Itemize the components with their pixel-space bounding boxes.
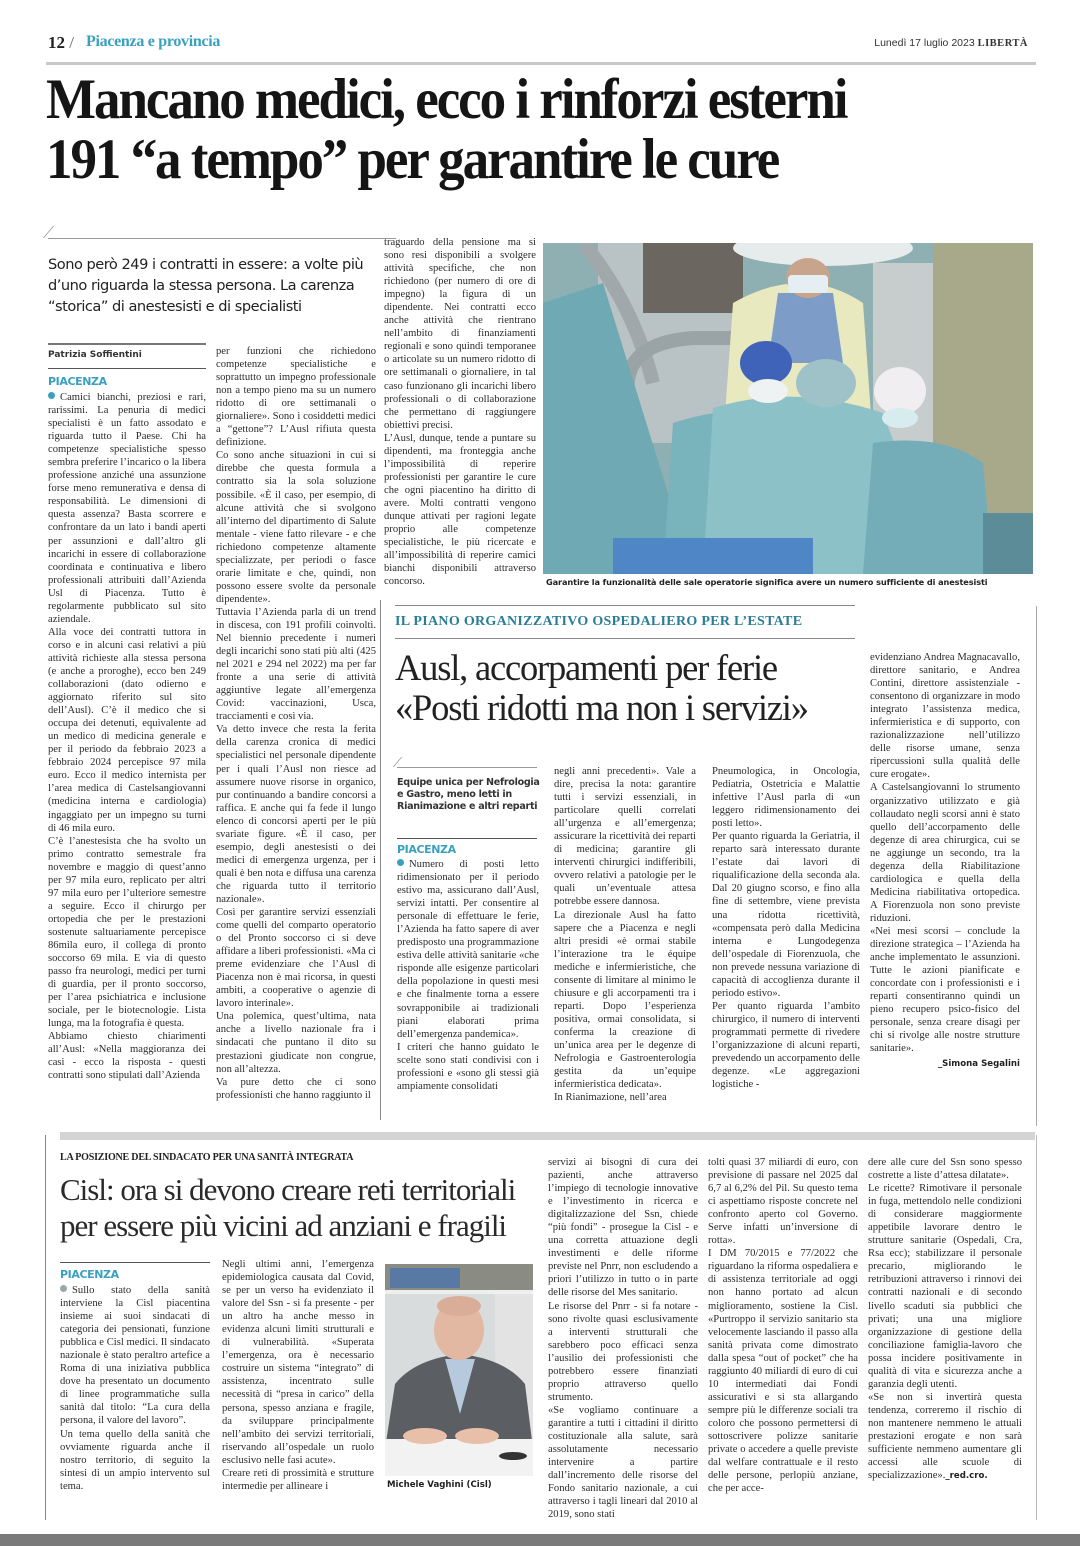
- author-byline: Patrizia Soffientini: [48, 350, 142, 360]
- column-divider: [1036, 1135, 1037, 1520]
- bullet-dot-icon: [48, 392, 55, 399]
- issue-date: Lunedì 17 luglio 2023: [874, 37, 975, 49]
- paragraph: per funzioni che richiedono competenze specialistiche e soprattutto un impegno professionale non a tempo pieno ma su un numero ridotto di ore settimanali o giornaliere». Sono i cosiddetti medici a “gettone”? L’Ausl rifiuta questa definizione.: [216, 346, 376, 449]
- headline-line-1: Mancano medici, ecco i rinforzi esterni: [46, 68, 847, 131]
- section-name: Piacenza e provincia: [86, 33, 221, 50]
- dateline-city: PIACENZA: [397, 843, 456, 856]
- headline-line-1: Ausl, accorpamenti per ferie: [395, 647, 777, 688]
- paragraph: Va pure detto che ci sono professionisti che hanno raggiunto il: [216, 1076, 376, 1101]
- paragraph: Sullo stato della sanità interviene la Cisl piacentina insieme ai suoi sindacati di categoria dei pensionati, funzione pubblica e Cisl medici. Il sindacato nazionale è stato peraltro artefice a Roma di una iniziativa pubblica dove ha presentato un documento di linee programmatiche sulla sanità dal titolo: “La cura della persona, il valore del lavoro”.: [60, 1285, 210, 1427]
- author-signature: _Simona Segalini: [937, 1059, 1020, 1070]
- masthead-logo: LIBERTÀ: [977, 38, 1028, 49]
- photo-caption: Michele Vaghini (Cisl): [387, 1480, 492, 1490]
- page-number: 12 /: [48, 33, 74, 52]
- article2-column-2: [554, 765, 696, 1104]
- article3-column-4: [708, 1156, 858, 1495]
- paragraph: negli anni precedenti». Vale a dire, precisa la nota: garantire tutti i servizi essenziali, in particolare quelli correlati all’urgenza e all’emergenza; assicurare la ricettività dei reparti di medicina; garantire gli interventi chirurgici indifferibili, ovvero relativi a patologie per le quali un’eventuale attesa potrebbe essere dannosa.: [554, 766, 696, 908]
- article3-column-2: [222, 1258, 374, 1493]
- article-box-top-bar: [60, 1132, 1035, 1140]
- article-kicker: LA POSIZIONE DEL SINDACATO PER UNA SANITÀ INTEGRATA: [60, 1152, 354, 1163]
- decorative-tick: [393, 757, 413, 767]
- article1-column-1: [48, 391, 206, 1082]
- article-kicker: IL PIANO ORGANIZZATIVO OSPEDALIERO PER L’ESTATE: [395, 614, 803, 629]
- article3-column-5: [868, 1156, 1022, 1483]
- operating-room-illustration: [543, 243, 1033, 574]
- paragraph: La direzionale Ausl ha fatto sapere che a Piacenza e negli altri presidi «è ormai stabile l’interazione tra le équipe mediche e infermieristiche, che consente di limitare al minimo le chiusure e gli accorpamenti tra i reparti. Dopo l’esperienza positiva, ormai consolidata, si conferma la creazione di un’unica area per le degenze di Nefrologia e Gastroenterologia gestita da un’equipe infermieristica dedicata».: [554, 909, 696, 1091]
- paragraph: C’è l’anestesista che ha svolto un primo contratto semestrale fra novembre e maggio di quest’anno per 97 mila euro, replicato per altri 97 mila euro per l’ulteriore semestre a seguire. Ecco il chirurgo per ortopedia che per le prestazioni sostenute saltuariamente percepisce 86mila euro, il collega di pronto soccorso 69 mila. E via di questo passo fra neurologi, medici per turni di guardia, per il pronto soccorso, per l’area psichiatrica e inclusione sociale, per le biotecnologie. Lista lunga, ma la fotografia è questa.: [48, 835, 206, 1030]
- subheading-divider: [397, 767, 537, 768]
- paragraph: Negli ultimi anni, l’emergenza epidemiologica causata dal Covid, se per un verso ha evidenziato il valore del Ssn - si fa presente - per un altro ha anche messo in evidenza alcuni limiti strutturali e di vulnerabilità. «Superata l’emergenza, ora è necessario costruire un sistema “integrato” di assistenza, incentrato sulle necessità di “presa in carico” della persona, spesso anziana e fragile, da sviluppare principalmente nell’ambito dei servizi territoriali, riservando all’ospedale un ruolo esclusivo nelle fasi acute».: [222, 1259, 374, 1466]
- paragraph: Per quanto riguarda la Geriatria, il reparto sarà interessato durante l’estate dai lavori di riqualificazione della seconda ala. Dal 20 giugno scorso, e fino alla fine di settembre, viene prevista una ridotta ricettività, «compensata però dalla Medicina interna e Lungodegenza dell’ospedale di Fiorenzuola, che non prevede nessuna variazione di capacità di accoglienza durante il periodo estivo».: [712, 831, 860, 999]
- article1-column-3: [384, 236, 536, 588]
- column-divider: [380, 600, 381, 1120]
- paragraph: Un tema quello della sanità che ovviamente riguarda anche il nostro territorio, di seguito la sintesi di un ampio intervento sul tema.: [60, 1428, 210, 1492]
- article2-column-1: [397, 858, 539, 1093]
- headline-line-2: 191 “a tempo” per garantire le cure: [46, 128, 779, 191]
- decorative-tick: [43, 226, 69, 238]
- portrait-photo: [385, 1264, 533, 1476]
- article2-column-3: [712, 765, 860, 1091]
- bullet-dot-icon: [397, 859, 404, 866]
- dateline-city: PIACENZA: [60, 1268, 119, 1281]
- paragraph: «Se non si invertirà questa tendenza, correremo il rischio di non mantenere nemmeno le attuali prestazioni erogate e non sarà sufficiente nemmeno aumentare gli accessi alle scuole di specializzazione»._red.cro.: [868, 1391, 1022, 1482]
- paragraph: servizi ai bisogni di cura dei pazienti, anche attraverso l’impiego di tecnologie innovative e l’investimento in ricerca e digitalizzazione del Ssn, chiede “più fondi” - prosegue la Cisl - e una corretta attuazione degli investimenti e delle riforme previste nel Pnrr, non escludendo a priori l’utilizzo in tutto o in parte delle risorse del Mes sanitario.: [548, 1157, 698, 1299]
- paragraph: Abbiamo chiesto chiarimenti all’Ausl: «Nella maggioranza dei casi - ecco la risposta - questi contratti sono stipulati dall’Azienda: [48, 1031, 206, 1082]
- main-headline: [46, 70, 976, 190]
- paragraph: Pneumologica, in Oncologia, Pediatria, Ostetricia e Malattie infettive l’Ausl parla di «un leggero ridimensionamento dei posti letto».: [712, 766, 860, 830]
- article1-column-2: [216, 345, 376, 1102]
- headline-line-2: per essere più vicini ad anziani e fragili: [60, 1208, 507, 1243]
- paragraph: «Nei mesi scorsi – conclude la direzione strategica – l’Azienda ha anche implementato le assunzioni. Tutte le azioni pianificate e concordate con i professionisti e i reparti consentiranno quindi un pieno recupero psico-fisico del personale, senza creare disagi per chi si rivolge alle nostre strutture sanitarie».: [870, 925, 1020, 1055]
- person-portrait-illustration: [385, 1264, 533, 1476]
- article-headline: [60, 1172, 515, 1244]
- kicker-divider: [395, 638, 855, 639]
- paragraph: Per quanto riguarda l’ambito chirurgico, il numero di interventi programmati permette di rivedere l’organizzazione di alcuni reparti, prevedendo un accorpamento delle degenze. «Le aggregazioni logistiche -: [712, 1000, 860, 1091]
- photo-caption: Garantire la funzionalità delle sale operatorie significa avere un numero sufficiente di anestesisti: [546, 577, 988, 587]
- paragraph: dere alle cure del Ssn sono spesso costrette a liste d’attesa dilatate».: [868, 1157, 1022, 1182]
- paragraph: Tuttavia l’Azienda parla di un trend in discesa, con 191 profili coinvolti. Nel biennio precedente i numeri degli incarichi sono stati più alti (425 nel 2021 e 294 nel 2022) ma per far fronte a una serie di attività aggiuntive legate all’emergenza Covid: vaccinazioni, Usca, tracciamenti e così via.: [216, 606, 376, 723]
- city-divider: [60, 1262, 210, 1263]
- author-signature: _red.cro.: [945, 1471, 988, 1482]
- paragraph: Numero di posti letto ridimensionato per il periodo estivo ma, assicurano dall’Ausl, servizi intatti. Per consentire al personale di effettuare le ferie, l’Azienda ha fatto sapere di aver predisposto una programmazione estiva delle attività sanitarie «che risponde alle esigenze particolari della popolazione in questi mesi e che finalmente torna a essere sovrapponibile ai tradizionali piani elaborati prima dell’emergenza pandemica».: [397, 859, 539, 1040]
- article-subheading: Equipe unica per Nefrologia e Gastro, meno letti in Rianimazione e altri reparti: [397, 777, 540, 813]
- paragraph: I criteri che hanno guidato le scelte sono stati condivisi con i professioni e «sono gli stessi già ampiamente consolidati: [397, 1041, 539, 1092]
- paragraph: tolti quasi 37 miliardi di euro, con previsione di passare nel 2025 dal 6,7 al 6,2% del Pil. Su questo tema ci aspettiamo risposte concrete nel confronto aperto col Governo. Serve infatti un’inversione di rotta».: [708, 1157, 858, 1247]
- column-divider: [45, 1135, 46, 1520]
- dateline-city: PIACENZA: [48, 375, 107, 388]
- paragraph: traguardo della pensione ma si sono resi disponibili a svolgere attività specifiche, che non richiedono (per numero di ore di impegno) la figura di un dipendente. Nei contratti ecco anche attività che rientrano nell’ambito di finanziamenti regionali e sono quindi temporanee o articolate su un numero ridotto di ore settimanali o giornaliere, in tal caso funzionano gli incarichi libero professionali o di collaborazione che permettano di raggiungere obiettivi precisi.: [384, 237, 536, 431]
- paragraph: Così per garantire servizi essenziali come quelli del comparto operatorio o del Pronto soccorso ci si deve affidare a liberi professionisti. «Ma ci preme evidenziare che l’Ausl di Piacenza non è mai ricorsa, in questi ambiti, a cooperative o agenzie di lavoro interinale».: [216, 907, 376, 1010]
- summary-divider: [48, 238, 396, 239]
- paragraph: Alla voce dei contratti tuttora in corso e in alcuni casi relativi a più attività richieste alla stessa persona (e anche a proroghe), ecco ben 249 collaborazioni (dato odierno e aggiornato riferito sul sito dell’Ausl). C’è il medico che si occupa dei detenuti, equivalente ad un medico di medicina generale e per il periodo da febbraio 2023 a febbraio 2024 percepisce 97 mila euro. Ecco il medico internista per l’area medica di Castelsangiovanni (medicina interna e cardiologia) ingaggiato per un impegno su turni di 46 mila euro.: [48, 626, 206, 834]
- article3-column-3: [548, 1156, 698, 1521]
- paragraph: Camici bianchi, preziosi e rari, rarissimi. La penuria di medici specialisti è un fatto assodato e riguarda tutto il Paese. Chi ha competenze specialistiche spesso sembra preferire l’incarico o la libera professione anziché una assunzione forse meno remunerativa e densa di responsabilità. Le dimensioni di questa assenza? Basta scorrere e confrontare da un lato i bandi aperti per assunzioni e dall’altro gli incarichi in essere di collaborazione coordinata e continuativa e libero professionali attribuiti dall’Azienda Usl di Piacenza. Tutto è regolarmente pubblicato sul sito aziendale.: [48, 392, 206, 625]
- paragraph: Le risorse del Pnrr - si fa notare - sono rivolte quasi esclusivamente a interventi strutturali che sarebbero poco efficaci senza l’ausilio dei professionisti che potrebbero essere finanziati proprio attraverso quello strumento.: [548, 1300, 698, 1403]
- paragraph: Creare reti di prossimità e strutture intermedie per allineare i: [222, 1467, 374, 1492]
- surgery-photo: [543, 243, 1033, 574]
- byline-divider: [48, 343, 206, 345]
- paragraph: Va detto invece che resta la ferita della carenza cronica di medici specialistici nel personale dipendente per i quali l’Ausl non riesce ad assumere nuove risorse in organico, pur continuando a bandire concorsi a raffica. E anche qui fa fede il lungo elenco di concorsi aperti per le più svariate figure. «È il caso, per esempio, degli anestesisti o dei medici di emergenza urgenza, per i quali è ben nota e diffusa una carenza che riguarda tutto il territorio nazionale».: [216, 724, 376, 905]
- page-bottom-edge: [0, 1534, 1080, 1546]
- kicker-divider: [395, 605, 855, 606]
- article-headline: [395, 648, 808, 728]
- paragraph: L’Ausl, dunque, tende a puntare su dipendenti, ma fronteggia anche l’impossibilità di reperire professionisti per garantire le cure che ogni piacentino ha diritto di avere. Molti contratti vengono dunque attivati per ragioni legate proprio alle competenze specialistiche, le più ricercate e all’impossibilità di reperire camici bianchi disponibili attraverso concorso.: [384, 432, 536, 588]
- article-summary: Sono però 249 i contratti in essere: a volte più d’uno riguarda la stessa persona. La carenza “storica” di anestesisti e di specialisti: [48, 256, 364, 315]
- dateline: [874, 37, 1028, 49]
- article3-column-1: [60, 1284, 210, 1493]
- article2-column-4: [870, 651, 1020, 1072]
- headline-line-1: Cisl: ora si devono creare reti territoriali: [60, 1172, 516, 1207]
- column-divider: [1036, 606, 1037, 1126]
- city-divider: [397, 838, 537, 839]
- paragraph: I DM 70/2015 e 77/2022 che riguardano la riforma ospedaliera e di assistenza territoriale ad oggi non hanno portato ad alcun miglioramento, sostiene la Cisl. «Purtroppo il servizio sanitario sta velocemente lasciando il passo alla sanità privata come dimostrato dalla spesa “out of pocket” che ha raggiunto 40 miliardi di euro di cui 10 intermediati dai Fondi assicurativi e si sta allargando sempre più le differenze sociali tra coloro che possono permettersi di sottoscrivere polizze sanitarie private o accedere a quelle previste dal welfare contrattuale e il resto delle persone, perlopiù anziane, che per acce-: [708, 1248, 858, 1495]
- paragraph: In Rianimazione, nell’area: [554, 1092, 667, 1104]
- paragraph: A Castelsangiovanni lo strumento organizzativo utilizzato e già collaudato negli scorsi anni è stato quello dell’accorpamento delle degenze di area chirurgica, cui se ne aggiunge un secondo, tra la degenza della Riabilitazione cardiologica e quella della Medicina riabilitativa ortopedica. A Fiorenzuola non sono previste riduzioni.: [870, 782, 1020, 924]
- headline-line-2: «Posti ridotti ma non i servizi»: [395, 687, 808, 728]
- paragraph: Le ricette? Rimotivare il personale in fuga, mettendolo nelle condizioni di considerare maggiormente appetibile lavorare dentro le strutture sanitarie (Ospedali, Cra, Rsa ecc); stabilizzare il personale precario, migliorando le retribuzioni attraverso i rinnovi dei contratti nazionali e di secondo livello scaduti sia pubblici che privati; una una migliore organizzazione di gestione della conciliazione famiglia-lavoro che possa incidere positivamente in qualità di vita e sicurezza anche a garanzia degli utenti.: [868, 1183, 1022, 1390]
- header-divider: [46, 62, 1036, 65]
- paragraph: Co sono anche situazioni in cui si direbbe che questa formula a contratto sia la sola soluzione possibile. «È il caso, per esempio, di alcune attività che si svolgono all’interno del dipartimento di Salute mentale - viene fatto rilevare - e che richiedono competenze altamente specializzate, per periodi o fasce orarie limitate e che, quindi, non possono essere svolte da personale dipendente».: [216, 450, 376, 605]
- city-divider: [48, 368, 206, 369]
- paragraph: «Se vogliamo continuare a garantire a tutti i cittadini il diritto costituzionale alla salute, sarà assolutamente necessario intervenire a partire dall’incremento delle risorse del Fondo sanitario nazionale, a cui attraverso i tagli lineari dal 2010 al 2019, sono stati: [548, 1404, 698, 1521]
- paragraph: evidenziano Andrea Magnacavallo, direttore sanitario, e Andrea Contini, direttore assistenziale - consentono di organizzare in modo integrato l’assistenza medica, infermieristica e di supporto, con razionalizzazione nell’utilizzo delle risorse umane, senza ripercussioni sulla qualità delle cure erogate».: [870, 652, 1020, 781]
- bullet-dot-icon: [60, 1285, 67, 1292]
- paragraph: Una polemica, quest’ultima, nata anche a livello nazionale fra i sindacati che puntano il dito su prestazioni giudicate non congrue, non all’altezza.: [216, 1011, 376, 1075]
